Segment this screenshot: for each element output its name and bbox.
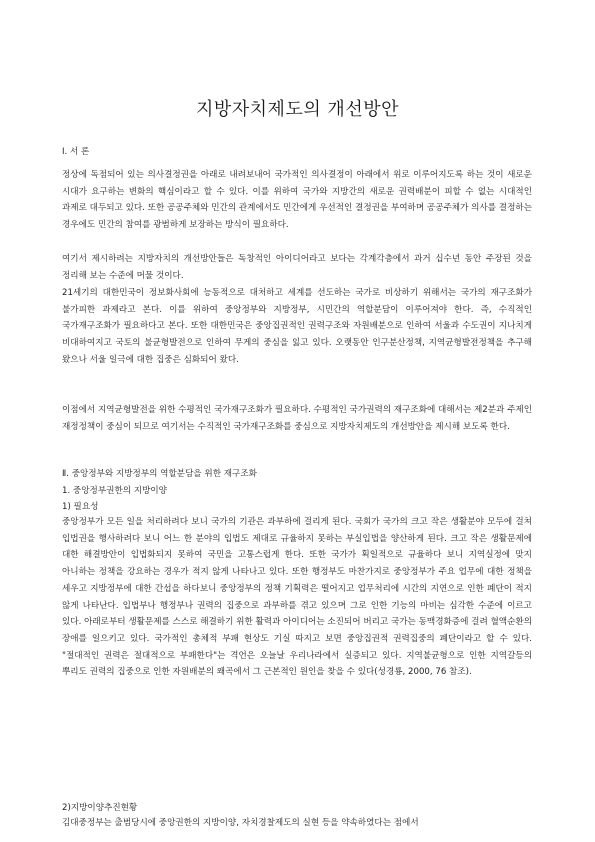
intro-paragraph-3: 21세기의 대한민국이 정보화사회에 능동적으로 대처하고 세계를 선도하는 국가로 비상하기 위해서는 국가의 재구조화가 불가피한 과제라고 본다. 이를 위하여 중앙정부와 지방정부, 시민간의 역할분담이 이루어져야 한다. 즉, 수직적인 국가재구조화가 필요하다고 본다. 또한 대한민국은 중앙집권적인 권력구조와 자원배분으로 인하여 서울과 수도권이 지나치게 비대하여지고 국토의 불균형발전으로 인하여 무게의 중심을 잃고 있다. 오랫동안 인구분산정책, 지역균형발전정책을 추구해 왔으나 서울 일극에 대한 집중은 심화되어 왔다.	[62, 288, 532, 365]
sub1-2-paragraph: 김대중정부는 출범당시에 중앙권한의 지방이양, 자치경찰제도의 실현 등을 약속하였다는 점에서	[62, 818, 419, 828]
sub1-heading: 1. 중앙정부권한의 지방이양	[62, 486, 167, 496]
intro-heading: Ⅰ. 서 론	[62, 147, 90, 157]
intro-paragraph-4: 이점에서 지역균형발전을 위한 수평적인 국가재구조화가 필요하다. 수평적인 국가권력의 재구조화에 대해서는 제2분과 주제인 재정정책이 중심이 되므로 여기서는 수직적인 국가재구조화를 중심으로 지방자치제도의 개선방안을 제시해 보도록 한다.	[62, 405, 532, 432]
intro-paragraph-1: 정상에 독점되어 있는 의사결정권을 아래로 내려보내어 국가적인 의사결정이 아래에서 위로 이루어지도록 하는 것이 새로운 시대가 요구하는 변화의 핵심이라고 할 수 있다. 이를 위하여 국가와 지방간의 새로운 권력배분이 피할 수 없는 시대적인 과제로 대두되고 있다. 또한 공공주체와 민간의 관계에서도 민간에게 우선적인 결정권을 부여하며 공공주체가 의사를 결정하는 경우에도 민간의 참여를 광범하게 보장하는 방식이 필요하다.	[62, 170, 532, 231]
document-title: 지방자치제도의 개선방안	[196, 99, 399, 120]
sub1-2-heading: 2)지방이양추진현황	[62, 803, 138, 813]
intro-paragraph-2: 여기서 제시하려는 지방자치의 개선방안들은 독창적인 아이디어라고 보다는 각계각층에서 과거 십수년 동안 주장된 것을 정리해 보는 수준에 머물 것이다.	[62, 254, 532, 281]
section2-heading: Ⅱ. 중앙정부와 지방정부의 역할분담을 위한 재구조화	[62, 469, 257, 479]
sub1-1-paragraph: 중앙정부가 모든 일을 처리하려다 보니 국가의 기관은 과부하에 걸리게 된다. 국회가 국가의 크고 작은 생활분야 모두에 걸쳐 입법권을 행사하려다 보니 어느 한 분야의 입법도 제대로 규율하지 못하는 부실입법을 양산하게 된다. 크고 작은 생활문제에 대한 해결방안이 입법화되지 못하여 국민을 고통스럽게 한다. 또한 국가가 획일적으로 규율하다 보니 지역실정에 맞지 아니하는 정책을 강요하는 경우가 적지 않게 나타나고 있다. 또한 행정부도 마찬가지로 중앙정부가 주요 업무에 대한 정책을 세우고 지방정부에 대한 간섭을 하다보니 중앙정부의 정책 기획력은 떨어지고 업무처리에 시간의 지연으로 인한 폐단이 적지 않게 나타난다. 입법부나 행정부나 권력의 집중으로 과부하를 겪고 있으며 그로 인한 기능의 마비는 심각한 수준에 이르고 있다. 아래로부터 생활문제를 스스로 해결하기 위한 활력과 아이디어는 소진되어 버리고 국가는 동맥경화증에 걸려 혈액순환의 장애를 일으키고 있다. 국가적인 총체적 부패 현상도 기실 따지고 보면 중앙집권적 권력집중의 폐단이라고 할 수 있다. "절대적인 권력은 절대적으로 부패한다"는 격언은 오늘날 우리나라에서 실증되고 있다. 지역불균형으로 인한 지역갈등의 뿌리도 권력의 집중으로 인한 자원배분의 왜곡에서 그 근본적인 원인을 찾을 수 있다(성경룡, 2000, 76 참조).	[62, 517, 532, 678]
sub1-1-heading: 1) 필요성	[62, 502, 99, 512]
